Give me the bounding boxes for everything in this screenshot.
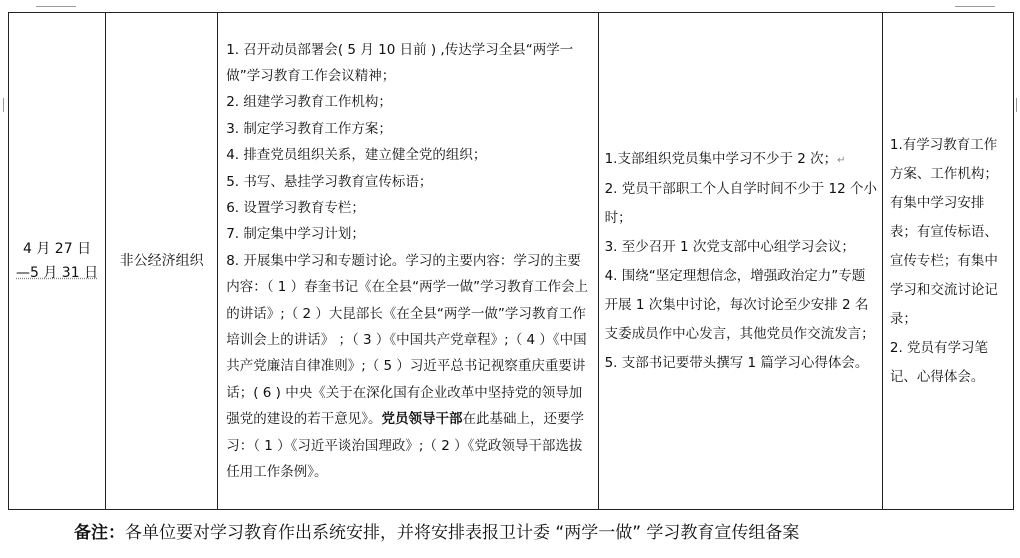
margin-mark-right [1016, 98, 1017, 112]
list-item: 3. 至少召开 1 次党支部中心组学习会议； [604, 238, 855, 255]
list-item: 4. 排查党员组织关系，建立健全党的组织； [226, 147, 487, 164]
corner-mark-top-right [955, 6, 995, 7]
list-item: 3. 制定学习教育工作方案； [226, 120, 392, 137]
return-mark-icon: ↵ [837, 154, 846, 166]
list-item: 1.有学习教育工作方案、工作机构；有集中学习安排表；有宣传标语、宣传专栏；有集中学习和交流讨论记录； [889, 136, 998, 327]
list-item: 7. 制定集中学习计划； [226, 226, 365, 243]
margin-mark-left [3, 98, 4, 112]
date-end: —5 月 31 日 [16, 265, 99, 281]
list-item: 6. 设置学习教育专栏； [226, 199, 365, 216]
list-item: 2. 组建学习教育工作机构； [226, 94, 392, 111]
list-item [605, 145, 878, 175]
task-8-tail-text: 在此基础上，还要学习：（ 1 ）《习近平谈治国理政》;（ 2 ）《党政领导干部选拔任用工作条例》。 [226, 411, 584, 481]
task-8-text: 8. 开展集中学习和专题讨论。学习的主要内容：学习的主要内容：（ 1 ）春奎书记《在全县“两学一做”学习教育工作会上的讲话》;（ 2 ）大昆部长《在全县“两学一做”学习教育工作培训会上的讲话》 ；（ 3 ）《中国共产党章程》;（ 4 ）《中国共产党廉洁自律准则》;（ 5 ）习近平总书记视察重庆重要讲话；( 6 ) 中央《关于在深化国有企业改革中坚持党的领导加强党的建设的若干意见》。 [226, 252, 589, 428]
date-start: 4 月 27 日 [23, 241, 92, 257]
footnote-label: 备注： [74, 523, 125, 543]
list-item: 2. 党员干部职工个人自学时间不少于 12 个小时； [604, 180, 878, 226]
date-range-cell [9, 13, 106, 510]
list-item-task-8 [226, 248, 593, 486]
list-item: 1. 召开动员部署会( 5 月 10 日前 ) ,传达学习全县“两学一做”学习教育工作会议精神； [226, 41, 574, 84]
list-item: 4. 围绕“坚定理想信念，增强政治定力”专题开展 1 次集中讨论，每次讨论至少安排 2 名支委成员作中心发言，其他党员作交流发言； [604, 267, 875, 342]
footnote [74, 520, 799, 546]
corner-mark-top-left [36, 6, 76, 7]
list-item: 5. 书写、悬挂学习教育宣传标语； [226, 173, 433, 190]
schedule-table [8, 12, 1014, 510]
requirement-text: 1.支部组织党员集中学习不少于 2 次； [604, 150, 838, 167]
results-cell [882, 13, 1013, 510]
task-8-bold-text: 党员领导干部 [381, 411, 463, 428]
organization-label: 非公经济组织 [119, 253, 204, 269]
organization-cell [106, 13, 218, 510]
footnote-text: 各单位要对学习教育作出系统安排，并将安排表报卫计委 “两学一做” 学习教育宣传组备案 [125, 523, 800, 543]
requirements-cell [598, 13, 882, 510]
list-item: 2. 党员有学习笔记、心得体会。 [889, 339, 989, 385]
list-item: 5. 支部书记要带头撰写 1 篇学习心得体会。 [604, 354, 869, 371]
table-row [9, 13, 1014, 510]
tasks-cell [218, 13, 598, 510]
